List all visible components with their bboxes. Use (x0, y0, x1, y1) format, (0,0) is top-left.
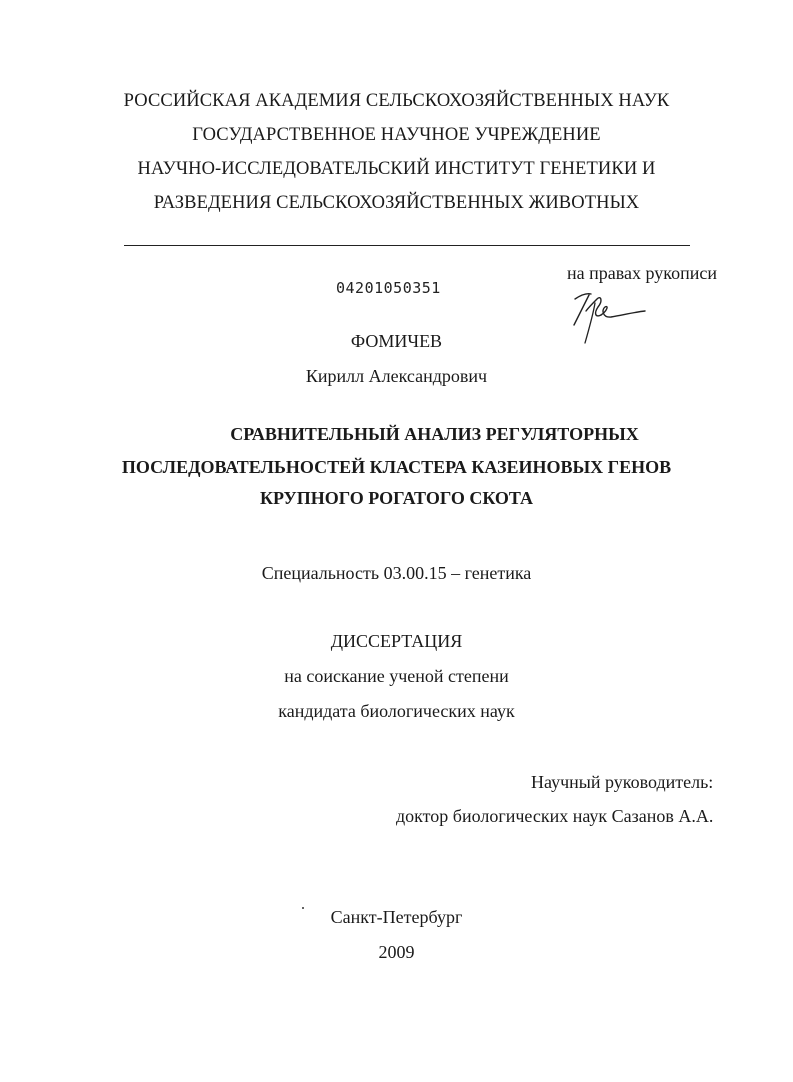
supervisor-name: доктор биологических наук Сазанов А.А. (396, 806, 714, 826)
header-institution-type: ГОСУДАРСТВЕННОЕ НАУЧНОЕ УЧРЕЖДЕНИЕ (192, 125, 601, 145)
author-surname: ФОМИЧЕВ (350, 331, 443, 351)
degree-line-2: кандидата биологических наук (278, 701, 515, 721)
degree-line-1: на соискание ученой степени (284, 666, 509, 686)
city: Санкт-Петербург (330, 907, 463, 927)
registration-number: 04201050351 (336, 279, 441, 297)
header-academy: РОССИЙСКАЯ АКАДЕМИЯ СЕЛЬСКОХОЗЯЙСТВЕННЫХ НАУК (123, 91, 670, 111)
specialty: Специальность 03.00.15 – генетика (261, 563, 532, 583)
title-line-2: ПОСЛЕДОВАТЕЛЬНОСТЕЙ КЛАСТЕРА КАЗЕИНОВЫХ ГЕНОВ (121, 457, 672, 477)
year: 2009 (378, 942, 415, 962)
header-institute-name-cont: РАЗВЕДЕНИЯ СЕЛЬСКОХОЗЯЙСТВЕННЫХ ЖИВОТНЫХ (153, 193, 640, 213)
header-divider (124, 245, 690, 246)
header-institute-name: НАУЧНО-ИССЛЕДОВАТЕЛЬСКИЙ ИНСТИТУТ ГЕНЕТИКИ И (137, 159, 656, 179)
title-line-3: КРУПНОГО РОГАТОГО СКОТА (259, 488, 534, 508)
title-line-1: СРАВНИТЕЛЬНЫЙ АНАЛИЗ РЕГУЛЯТОРНЫХ (230, 424, 639, 444)
dissertation-heading: ДИССЕРТАЦИЯ (330, 631, 463, 651)
supervisor-label: Научный руководитель: (531, 772, 714, 792)
manuscript-note: на правах рукописи (567, 263, 717, 283)
author-given-names: Кирилл Александрович (305, 366, 488, 386)
